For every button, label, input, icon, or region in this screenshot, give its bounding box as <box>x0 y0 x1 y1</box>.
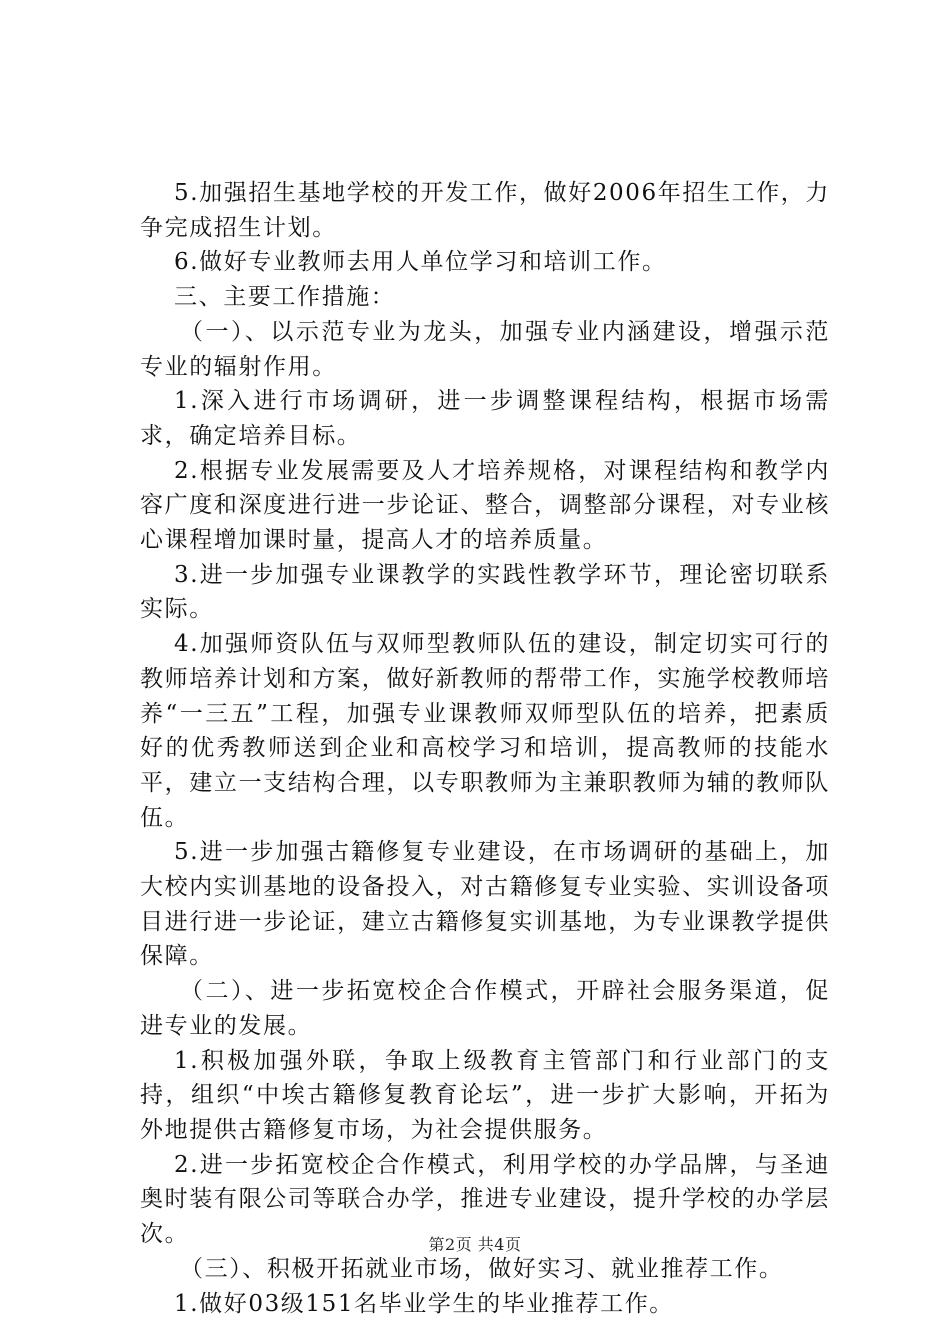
paragraph-measure-2-1: 1.积极加强外联，争取上级教育主管部门和行业部门的支持，组织“中埃古籍修复教育论坛”，进一步扩大影响，开拓为外地提供古籍修复市场，为社会提供服务。 <box>140 1047 830 1143</box>
document-body <box>0 176 950 1321</box>
paragraph-measure-1-1: 1.深入进行市场调研，进一步调整课程结构，根据市场需求，确定培养目标。 <box>140 388 830 449</box>
heading-main-measures: 三、主要工作措施： <box>174 284 396 311</box>
paragraph-measure-1-2: 2.根据专业发展需要及人才培养规格，对课程结构和教学内容广度和深度进行进一步论证、整合，调整部分课程，对专业核心课程增加课时量，提高人才的培养质量。 <box>140 457 830 554</box>
paragraph-item-5-recruitment: 5.加强招生基地学校的开发工作，做好2006年招生工作，力争完成招生计划。 <box>140 180 830 241</box>
paragraph-measure-3-1: 1.做好03级151名毕业学生的毕业推荐工作。 <box>174 1290 674 1317</box>
section-heading-1: （一）、以示范专业为龙头，加强专业内涵建设，增强示范专业的辐射作用。 <box>140 318 830 380</box>
paragraph-measure-1-4: 4.加强师资队伍与双师型教师队伍的建设，制定切实可行的教师培养计划和方案，做好新教师的帮带工作，实施学校教师培养“一三五”工程，加强专业课教师双师型队伍的培养，把素质好的优秀教师送到企业和高校学习和培训，提高教师的技能水平，建立一支结构合理，以专职教师为主兼职教师为辅的教师队伍。 <box>140 631 830 831</box>
section-heading-3: （三）、积极开拓就业市场，做好实习、就业推荐工作。 <box>180 1255 784 1282</box>
paragraph-item-6-teacher-training: 6.做好专业教师去用人单位学习和培训工作。 <box>174 249 667 276</box>
paragraph-measure-1-5: 5.进一步加强古籍修复专业建设，在市场调研的基础上，加大校内实训基地的设备投入，对古籍修复专业实验、实训设备项目进行进一步论证，建立古籍修复实训基地，为专业课教学提供保障。 <box>140 839 830 970</box>
paragraph-measure-2-2: 2.进一步拓宽校企合作模式，利用学校的办学品牌，与圣迪奥时装有限公司等联合办学，推进专业建设，提升学校的办学层次。 <box>140 1151 830 1248</box>
page-number-footer: 第2页 共4页 <box>428 1235 522 1254</box>
section-heading-2: （二）、进一步拓宽校企合作模式，开辟社会服务渠道，促进专业的发展。 <box>140 978 830 1039</box>
paragraph-measure-1-3: 3.进一步加强专业课教学的实践性教学环节，理论密切联系实际。 <box>140 561 830 623</box>
